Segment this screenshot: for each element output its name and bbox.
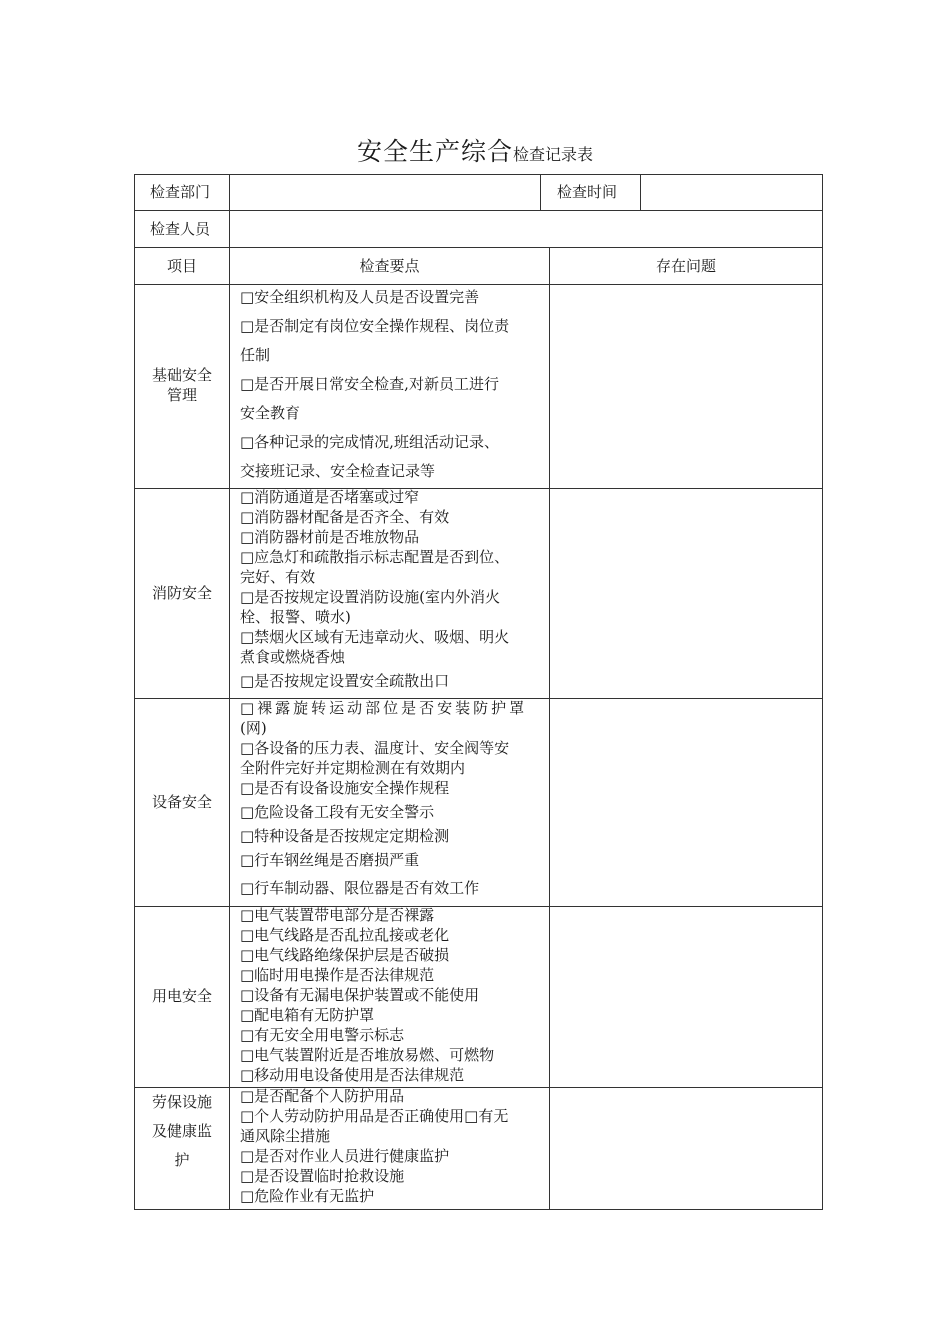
checklist-line: □禁烟火区域有无违章动火、吸烟、明火 — [240, 628, 510, 646]
section-name-line: 设备安全 — [151, 793, 212, 811]
section-name-line: 劳保设施 — [151, 1093, 212, 1111]
checklist-line: □是否按规定设置安全疏散出口 — [240, 672, 450, 690]
section-name-line: 护 — [174, 1151, 190, 1169]
issues-field-fire-safety[interactable] — [550, 489, 821, 697]
section-name-line: 管理 — [166, 386, 197, 404]
checklist-line: □电气线路绝缘保护层是否破损 — [240, 946, 450, 964]
checklist-line: □裸露旋转运动部位是否安装防护罩 — [240, 699, 528, 717]
checklist-line: □各设备的压力表、温度计、安全阀等安 — [240, 739, 510, 757]
checklist-line: □是否有设备设施安全操作规程 — [240, 779, 450, 797]
checklist-line: □是否对作业人员进行健康监护 — [240, 1147, 450, 1165]
section-name-labor-protection — [135, 1088, 229, 1175]
checklist-line: □应急灯和疏散指示标志配置是否到位、 — [240, 548, 510, 566]
checklist-line: □配电箱有无防护罩 — [240, 1006, 375, 1024]
document-title — [0, 132, 950, 168]
checklist-line: □电气装置带电部分是否裸露 — [240, 906, 435, 924]
time-label: 检查时间 — [557, 183, 618, 201]
checklist-line: □危险设备工段有无安全警示 — [240, 803, 435, 821]
dept-label: 检查部门 — [150, 183, 211, 201]
checklist-line: □消防通道是否堵塞或过窄 — [240, 488, 420, 506]
checklist-line: □危险作业有无监护 — [240, 1187, 375, 1205]
checklist-line: □消防器材配备是否齐全、有效 — [240, 508, 450, 526]
time-field[interactable] — [641, 175, 821, 210]
grid-line — [134, 174, 135, 1210]
checklist-line: □安全组织机构及人员是否设置完善 — [240, 288, 480, 306]
checklist-line: □是否制定有岗位安全操作规程、岗位责 — [240, 317, 510, 335]
checklist-line: □设备有无漏电保护装置或不能使用 — [240, 986, 480, 1004]
issues-field-basic-safety[interactable] — [550, 285, 821, 487]
grid-line — [229, 174, 230, 1210]
section-name-equipment-safety — [135, 792, 229, 812]
checklist-line: 完好、有效 — [240, 568, 316, 586]
section-name-fire-safety — [135, 583, 229, 603]
col-header-points: 检查要点 — [359, 257, 420, 275]
issues-field-electrical-safety[interactable] — [550, 907, 821, 1086]
section-name-line: 及健康监 — [151, 1122, 212, 1140]
title-main: 安全生产综合 — [356, 137, 513, 166]
section-name-line: 用电安全 — [151, 987, 212, 1005]
checklist-line: □电气线路是否乱拉乱接或老化 — [240, 926, 450, 944]
col-header-item: 项目 — [166, 257, 197, 275]
section-name-line: 消防安全 — [151, 584, 212, 602]
checklist-line: □行车制动器、限位器是否有效工作 — [240, 879, 480, 897]
section-name-line: 基础安全 — [151, 366, 212, 384]
checklist-line: 安全教育 — [240, 404, 301, 422]
checklist-line: □消防器材前是否堆放物品 — [240, 528, 420, 546]
section-points-fire-safety — [240, 487, 509, 691]
col-header-issues: 存在问题 — [655, 257, 716, 275]
checklist-line: □特种设备是否按规定定期检测 — [240, 827, 450, 845]
title-sub: 检查记录表 — [513, 145, 594, 164]
checklist-line: □个人劳动防护用品是否正确使用□有无 — [240, 1107, 509, 1125]
grid-line — [540, 174, 541, 211]
inspector-label: 检查人员 — [150, 220, 211, 238]
checklist-line: □临时用电操作是否法律规范 — [240, 966, 435, 984]
section-name-basic-safety — [135, 365, 229, 405]
grid-line — [134, 1209, 823, 1210]
checklist-line: 煮食或燃烧香烛 — [240, 648, 346, 666]
checklist-line: 全附件完好并定期检测在有效期内 — [240, 759, 466, 777]
grid-line — [822, 174, 823, 1210]
checklist-line: 交接班记录、安全检查记录等 — [240, 462, 436, 480]
checklist-line: □行车钢丝绳是否磨损严重 — [240, 851, 420, 869]
checklist-line: 栓、报警、喷水) — [240, 608, 351, 626]
issues-field-labor-protection[interactable] — [550, 1088, 821, 1208]
issues-field-equipment-safety[interactable] — [550, 699, 821, 905]
checklist-line: 通风除尘措施 — [240, 1127, 331, 1145]
checklist-line: □是否按规定设置消防设施(室内外消火 — [240, 588, 501, 606]
checklist-line: □有无安全用电警示标志 — [240, 1026, 405, 1044]
checklist-line: □是否配备个人防护用品 — [240, 1087, 405, 1105]
grid-line — [134, 247, 823, 248]
dept-field[interactable] — [230, 175, 539, 210]
section-points-basic-safety — [240, 283, 509, 486]
section-points-labor-protection — [240, 1086, 508, 1206]
checklist-line: □是否设置临时抢救设施 — [240, 1167, 405, 1185]
section-points-equipment-safety — [240, 698, 527, 898]
checklist-line: □移动用电设备使用是否法律规范 — [240, 1066, 465, 1084]
checklist-line: □各种记录的完成情况,班组活动记录、 — [240, 433, 499, 451]
section-name-electrical-safety — [135, 986, 229, 1006]
checklist-line: □是否开展日常安全检查,对新员工进行 — [240, 375, 499, 393]
checklist-line: (网) — [240, 719, 267, 737]
inspector-field[interactable] — [230, 211, 821, 246]
section-points-electrical-safety — [240, 905, 494, 1085]
checklist-line: 任制 — [240, 346, 271, 364]
checklist-line: □电气装置附近是否堆放易燃、可燃物 — [240, 1046, 495, 1064]
